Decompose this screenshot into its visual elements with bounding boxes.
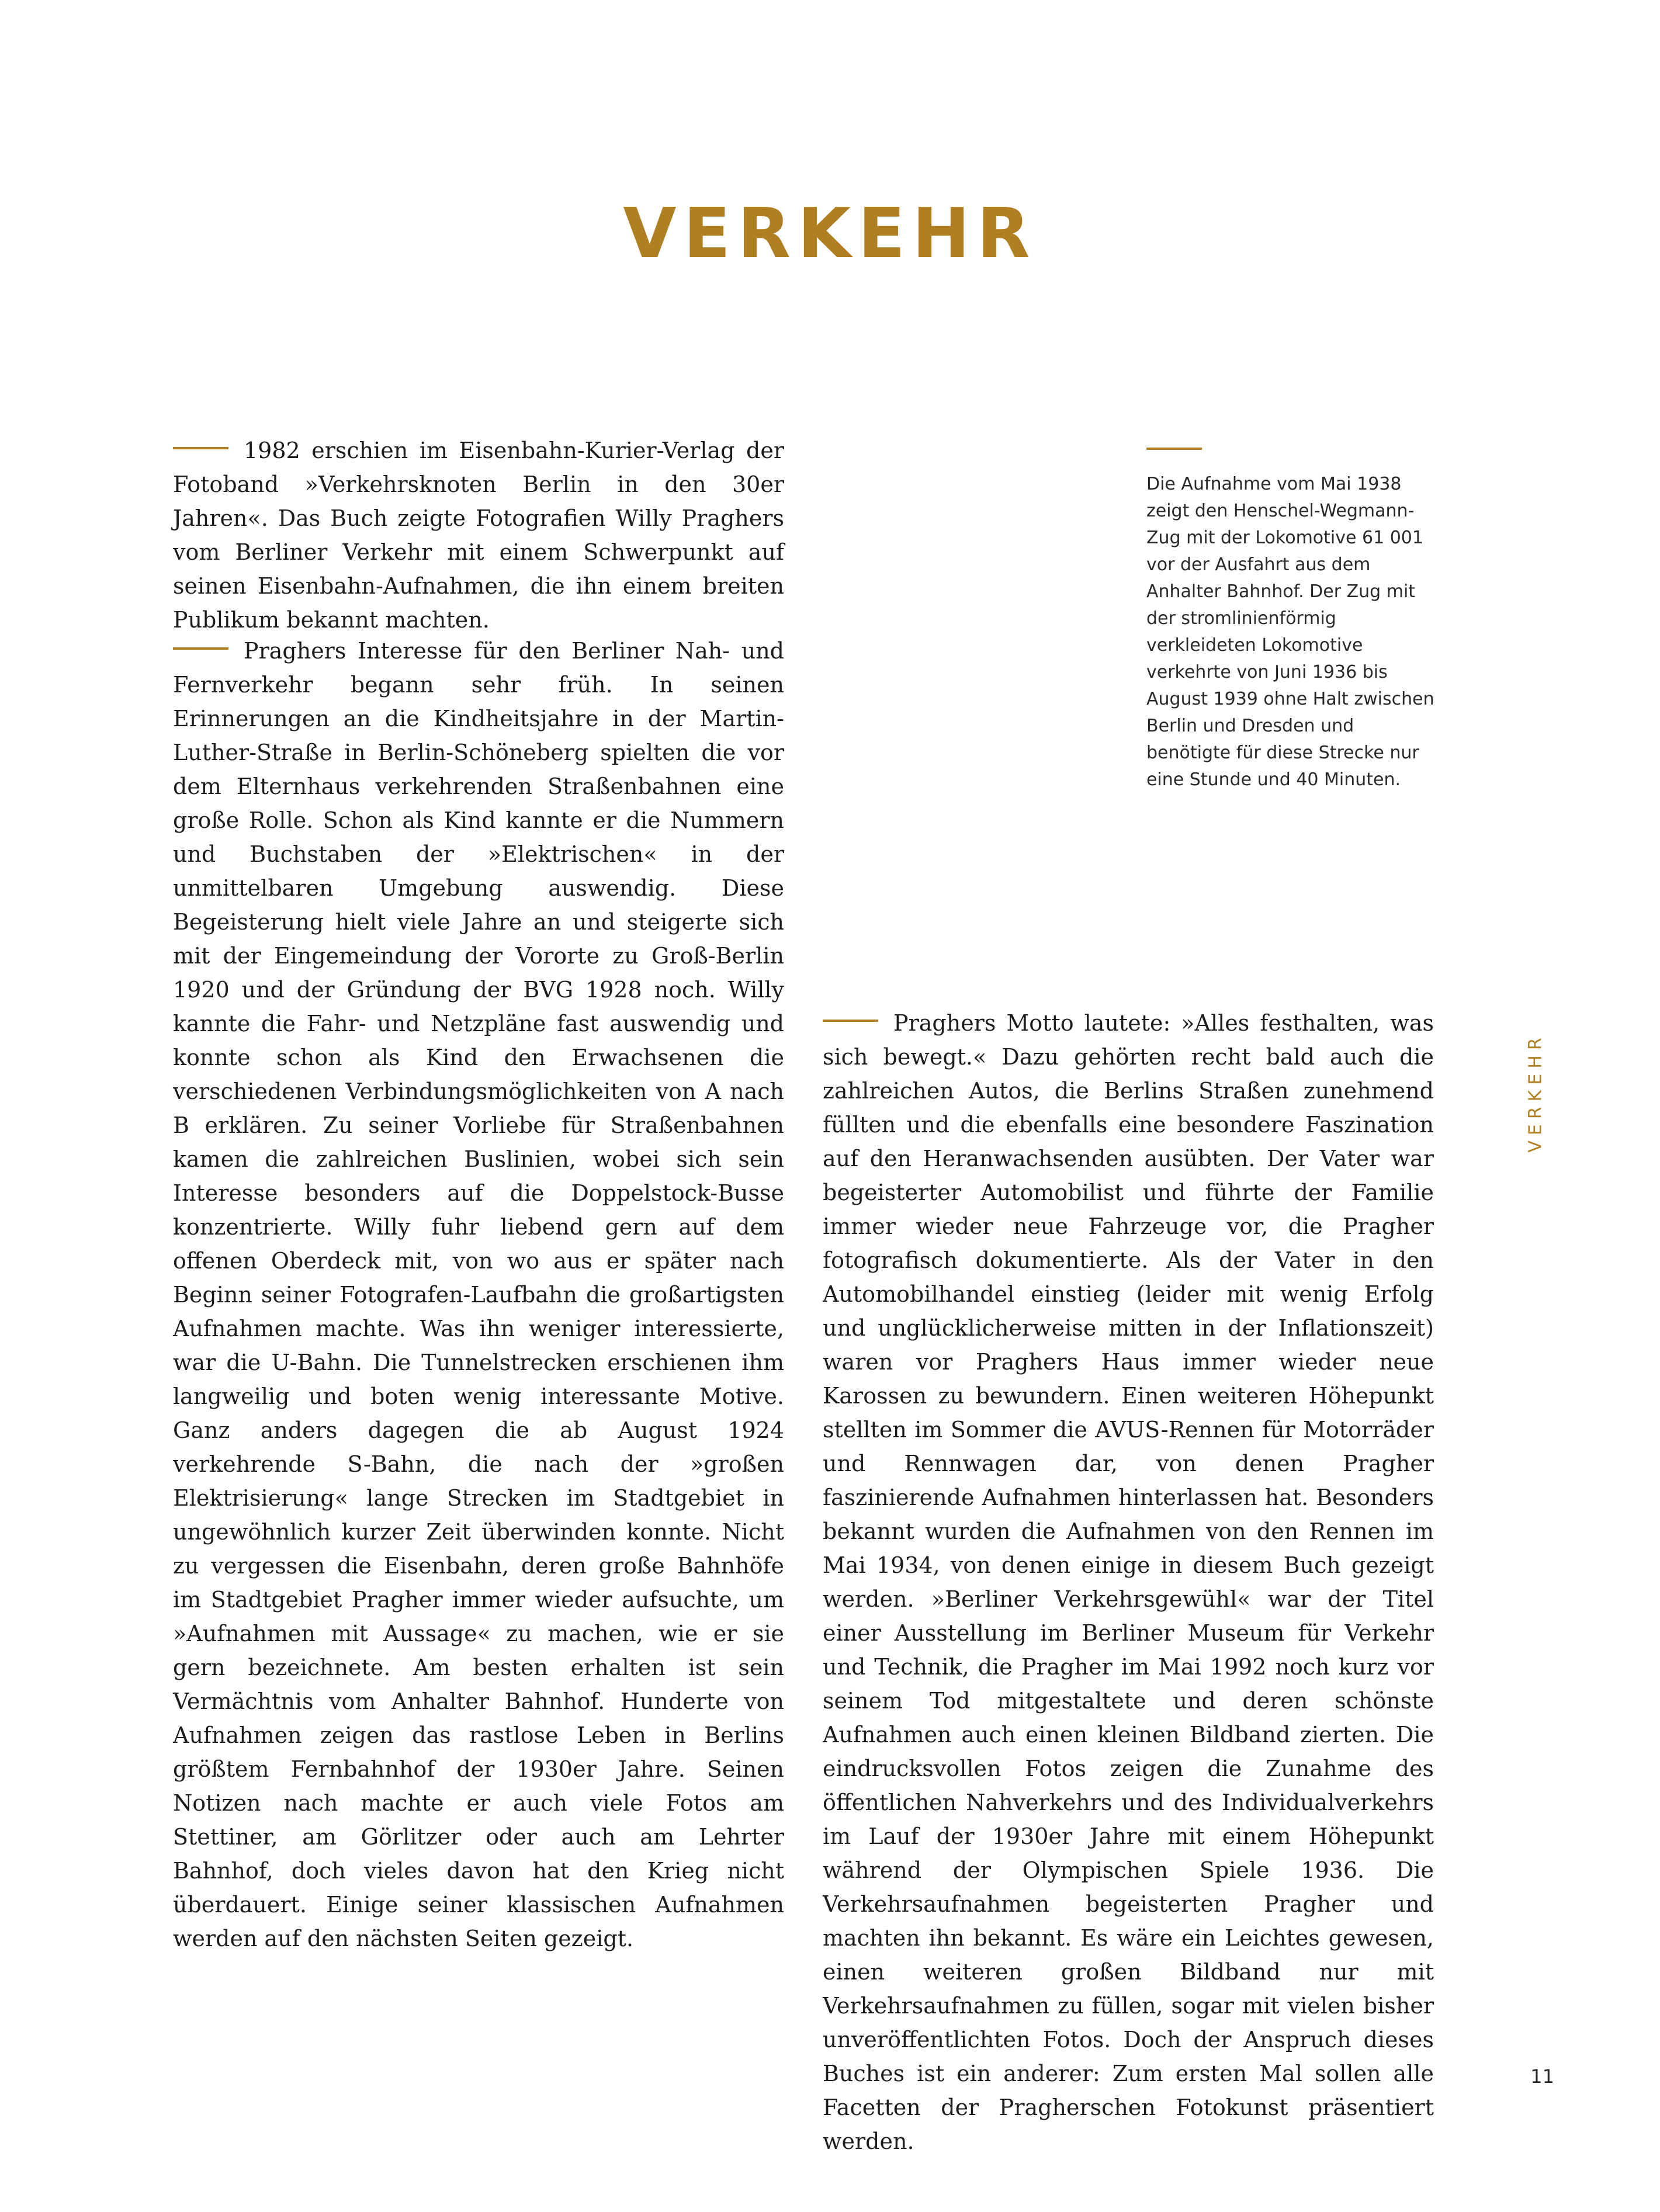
page-title: VERKEHR [623,193,1037,273]
side-label-text: VERKEHR [1525,1032,1546,1153]
section-side-label [1518,1034,1553,1151]
article-paragraph-1 [173,434,784,637]
paragraph-3-text: Praghers Motto lautete: »Alles festhalten, was sich bewegt.« Dazu gehörten recht bald auch die zahlreichen Autos, die Berlins Straßen zunehmend füllten und die ebenfalls eine besondere Faszination auf den Heranwachsenden ausübten. Der Vater war begeisterter Automobilist und führte der Familie immer wieder neue Fahrzeuge vor, die Pragher fotografisch dokumentierte. Als der Vater in den Automobilhandel einstieg (leider mit wenig Erfolg und unglücklicherweise mitten in der Inflationszeit) waren vor Praghers Haus immer wieder neue Karossen zu bewundern. Einen weiteren Höhepunkt stellten im Sommer die AVUS-Rennen für Motorräder und Rennwagen dar, von denen Pragher faszinierende Aufnahmen hinterlassen hat. Besonders bekannt wurden die Aufnahmen von den Rennen im Mai 1934, von denen einige in diesem Buch gezeigt werden. »Berliner Verkehrsgewühl« war der Titel einer Ausstellung im Berliner Museum für Verkehr und Technik, die Pragher im Mai 1992 noch kurz vor seinem Tod mitgestaltete und deren schönste Aufnahmen auch einen kleinen Bildband zierten. Die eindrucksvollen Fotos zeigen die Zunahme des öffentlichen Nahverkehrs und des Individualverkehrs im Lauf der 1930er Jahre mit einem Höhepunkt während der Olympischen Spiele 1936. Die Verkehrsaufnahmen begeisterten Pragher und machten ihn bekannt. Es wäre ein Leichtes gewesen, einen weiteren großen Bildband nur mit Verkehrsaufnahmen zu füllen, sogar mit vielen bisher unveröffentlichten Fotos. Doch der Anspruch dieses Buches ist ein anderer: Zum ersten Mal sollen alle Facetten der Pragherschen Fotokunst präsentiert werden. [823,1010,1434,2154]
article-paragraph-2 [173,634,784,1956]
paragraph-marker-rule [173,647,228,650]
caption-marker-rule [1146,448,1202,450]
paragraph-marker-rule [173,447,228,449]
paragraph-1-text: 1982 erschien im Eisenbahn-Kurier-Verlag der Fotoband »Verkehrsknoten Berlin in den 30er Jahren«. Das Buch zeigte Fotografien Willy Praghers vom Berliner Verkehr mit einem Schwerpunkt auf seinen Eisenbahn-Aufnahmen, die ihn einem breiten Publikum bekannt machten. [173,438,784,633]
page-number: 11 [1530,2065,1554,2088]
paragraph-marker-rule [823,1020,878,1022]
photo-caption: Die Aufnahme vom Mai 1938 zeigt den Henschel-Wegmann-Zug mit der Lokomotive 61 001 vor der Ausfahrt aus dem Anhalter Bahnhof. Der Zug mit der stromlinienförmig verkleideten Lokomotive verkehrte von Juni 1936 bis August 1939 ohne Halt zwischen Berlin und Dresden und benötigte für diese Strecke nur eine Stunde und 40 Minuten. [1146,474,1434,790]
article-paragraph-3 [823,1006,1434,2158]
paragraph-2-text: Praghers Interesse für den Berliner Nah- und Fernverkehr begann sehr früh. In seinen Erinnerungen an die Kindheitsjahre in der Martin-Luther-Straße in Berlin-Schöneberg spielten die vor dem Elternhaus verkehrenden Straßenbahnen eine große Rolle. Schon als Kind kannte er die Nummern und Buchstaben der »Elektrischen« in der unmittelbaren Umgebung auswendig. Diese Begeisterung hielt viele Jahre an und steigerte sich mit der Eingemeindung der Vororte zu Groß-Berlin 1920 und der Gründung der BVG 1928 noch. Willy kannte die Fahr- und Netzpläne fast auswendig und konnte schon als Kind den Erwachsenen die verschiedenen Verbindungsmöglichkeiten von A nach B erklären. Zu seiner Vorliebe für Straßenbahnen kamen die zahlreichen Buslinien, wobei sich sein Interesse besonders auf die Doppelstock-Busse konzentrierte. Willy fuhr liebend gern auf dem offenen Oberdeck mit, von wo aus er später nach Beginn seiner Fotografen-Laufbahn die großartigsten Aufnahmen machte. Was ihn weniger interessierte, war die U-Bahn. Die Tunnelstrecken erschienen ihm langweilig und boten wenig interessante Motive. Ganz anders dagegen die ab August 1924 verkehrende S-Bahn, die nach der »großen Elektrisierung« lange Strecken im Stadtgebiet in ungewöhnlich kurzer Zeit überwinden konnte. Nicht zu vergessen die Eisenbahn, deren große Bahnhöfe im Stadtgebiet Pragher immer wieder aufsuchte, um »Aufnahmen mit Aussage« zu machen, wie er sie gern bezeichnete. Am besten erhalten ist sein Vermächtnis vom Anhalter Bahnhof. Hunderte von Aufnahmen zeigen das rastlose Leben in Berlins größtem Fernbahnhof der 1930er Jahre. Seinen Notizen nach machte er auch viele Fotos am Stettiner, am Görlitzer oder auch am Lehrter Bahnhof, doch vieles davon hat den Krieg nicht überdauert. Einige seiner klassischen Aufnahmen werden auf den nächsten Seiten gezeigt. [173,638,784,1951]
